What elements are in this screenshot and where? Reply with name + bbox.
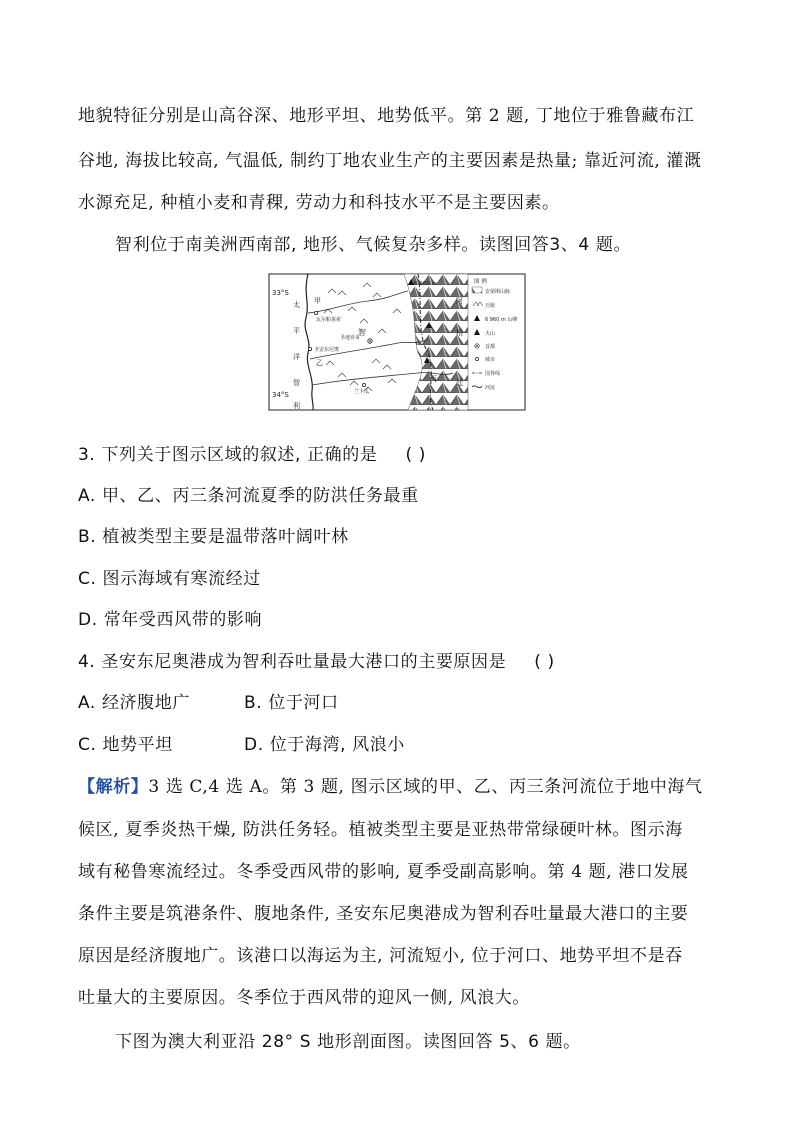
lat-top-label: 33°S — [272, 289, 289, 297]
q4-option-b: B. 位于河口 — [244, 693, 339, 713]
legend-city: 城市 — [485, 357, 496, 363]
country-label: 智 — [358, 328, 366, 337]
city-valparaiso-marker — [314, 311, 317, 314]
q4-option-a: A. 经济腹地广 — [78, 693, 190, 713]
city-san-antonio-marker — [308, 347, 311, 350]
analysis-line-1 — [78, 772, 703, 797]
legend-hills: 丘陵 — [485, 303, 496, 309]
capital-santiago: 圣地亚哥 — [340, 335, 361, 341]
neighbor-char-2: 根 — [456, 329, 463, 337]
legend-volcano: 火山 — [485, 331, 496, 337]
paragraph-line-2: 谷地, 海拔比较高, 气温低, 制约丁地农业生产的主要因素是热量; 靠近河流, 灌溉 — [78, 151, 702, 171]
city-sanka: 兰卡瓜 — [354, 389, 370, 395]
city-san-antonio: 圣安东尼奥 — [314, 347, 340, 353]
chile-map-figure — [268, 273, 526, 411]
lat-bottom-label: 34°S — [272, 391, 289, 399]
ocean-char-2: 平 — [293, 327, 300, 335]
question-3-answer-blank: ( ) — [405, 445, 426, 465]
q3-option-c: C. 图示海域有寒流经过 — [78, 569, 261, 589]
legend-andes: 安第斯山脉 — [485, 289, 511, 295]
analysis-line-5: 原因是经济腹地广。该港口以海运为主, 河流短小, 位于河口、地势平坦不是吞 — [78, 946, 683, 966]
legend-border: 国界线 — [485, 371, 501, 377]
river-jia: 甲 — [314, 297, 321, 305]
legend-capital: 首都 — [485, 344, 496, 350]
question-3 — [78, 440, 426, 465]
river-bing: 丙 — [430, 375, 437, 383]
question-4-text: 4. 圣安东尼奥港成为智利吞吐量最大港口的主要原因是 — [78, 652, 507, 672]
question-4 — [78, 647, 555, 672]
river-yi: 乙 — [316, 359, 323, 367]
city-sanka-marker — [362, 383, 365, 386]
question-4-answer-blank: ( ) — [534, 652, 555, 672]
question-3-text: 3. 下列关于图示区域的叙述, 正确的是 — [78, 445, 378, 465]
city-valparaiso: 瓦尔帕莱索 — [316, 317, 342, 323]
paragraph-line-3: 水源充足, 种植小麦和青稞, 劳动力和科技水平不是主要因素。 — [78, 193, 560, 213]
analysis-tag: 【解析】 — [78, 777, 149, 797]
neighbor-char-1: 阿 — [456, 297, 463, 305]
q3-option-b: B. 植被类型主要是温带落叶阔叶林 — [78, 527, 349, 547]
ocean-char-3: 洋 — [293, 353, 300, 361]
ocean-char-5: 利 — [293, 402, 300, 410]
analysis-line-2: 候区, 夏季炎热干燥, 防洪任务轻。植被类型主要是亚热带常绿硬叶林。图示海 — [78, 820, 683, 840]
analysis-line-4: 条件主要是筑港条件、腹地条件, 圣安东尼奥港成为智利吞吐量最大港口的主要 — [78, 904, 689, 924]
ocean-char-1: 太 — [293, 301, 300, 309]
ocean-char-4: 智 — [293, 379, 300, 387]
q3-option-a: A. 甲、乙、丙三条河流夏季的防洪任务最重 — [78, 486, 419, 506]
q4-option-c: C. 地势平坦 — [78, 735, 173, 755]
q3-option-d: D. 常年受西风带的影响 — [78, 610, 263, 630]
intro-q56: 下图为澳大利亚沿 28° S 地形剖面图。读图回答 5、6 题。 — [115, 1032, 581, 1052]
analysis-text-1: 3 选 C,4 选 A。第 3 题, 图示区域的甲、乙、丙三条河流位于地中海气 — [148, 777, 703, 797]
q4-option-d: D. 位于海湾, 风浪小 — [244, 735, 405, 755]
legend-peak: 6 960 m 山峰 — [485, 317, 518, 323]
neighbor-char-3: 廷 — [456, 379, 463, 387]
peak-label: 6 960 m — [414, 281, 437, 287]
legend-river: 河流 — [485, 385, 496, 391]
intro-q34: 智利位于南美洲西南部, 地形、气候复杂多样。读图回答3、4 题。 — [115, 235, 632, 255]
analysis-line-3: 域有秘鲁寒流经过。冬季受西风带的影响, 夏季受副高影响。第 4 题, 港口发展 — [78, 862, 689, 882]
legend-title: 图 例 — [474, 279, 487, 285]
paragraph-line-1: 地貌特征分别是山高谷深、地形平坦、地势低平。第 2 题, 丁地位于雅鲁藏布江 — [78, 106, 695, 126]
analysis-line-6: 吐量大的主要原因。冬季位于西风带的迎风一侧, 风浪大。 — [78, 988, 531, 1008]
